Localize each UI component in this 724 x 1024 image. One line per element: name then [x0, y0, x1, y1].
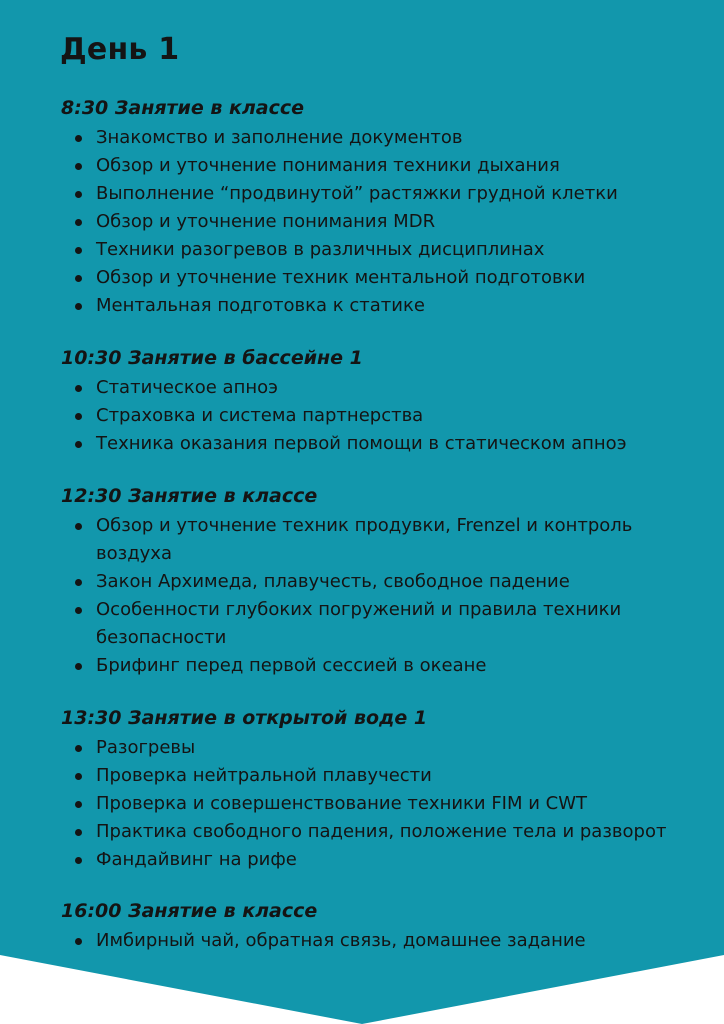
- list-item: [0, 124, 706, 152]
- list-item-text: Особенности глубоких погружений и правила техники безопасности: [96, 599, 622, 648]
- bullet-icon: [75, 303, 82, 310]
- section-heading: 16:00 Занятие в классе: [61, 900, 318, 922]
- bullet-icon: [75, 219, 82, 226]
- list-item-text: Имбирный чай, обратная связь, домашнее задание: [96, 930, 586, 951]
- list-item-text: Брифинг перед первой сессией в океане: [96, 655, 487, 676]
- list-item-text: Обзор и уточнение техник продувки, Frenzel и контроль воздуха: [96, 515, 633, 564]
- list-item-text: Техника оказания первой помощи в статическом апноэ: [96, 433, 627, 454]
- list-item-text: Знакомство и заполнение документов: [96, 127, 463, 148]
- list-item-text: Статическое апноэ: [96, 377, 279, 398]
- list-item: [0, 374, 706, 402]
- list-item: [0, 208, 706, 236]
- list-item: [0, 568, 706, 596]
- bullet-icon: [75, 663, 82, 670]
- schedule-section-1030: [0, 346, 724, 458]
- section-item-list: [0, 124, 724, 320]
- list-item: [0, 264, 706, 292]
- bullet-icon: [75, 745, 82, 752]
- bullet-icon: [75, 773, 82, 780]
- bullet-icon: [75, 523, 82, 530]
- list-item-text: Обзор и уточнение понимания MDR: [96, 211, 436, 232]
- list-item: [0, 512, 706, 568]
- bullet-icon: [75, 275, 82, 282]
- list-item: [0, 152, 706, 180]
- page-title: День 1: [60, 32, 180, 67]
- bullet-icon: [75, 385, 82, 392]
- bullet-icon: [75, 191, 82, 198]
- list-item-text: Обзор и уточнение понимания техники дыхания: [96, 155, 560, 176]
- list-item-text: Выполнение “продвинутой” растяжки грудной клетки: [96, 183, 618, 204]
- list-item: [0, 236, 706, 264]
- list-item: [0, 180, 706, 208]
- section-item-list: [0, 512, 724, 680]
- list-item-text: Страховка и система партнерства: [96, 405, 424, 426]
- bullet-icon: [75, 857, 82, 864]
- list-item-text: Разогревы: [96, 737, 196, 758]
- section-heading: 10:30 Занятие в бассейне 1: [61, 347, 363, 369]
- schedule-section-1230: [0, 484, 724, 680]
- list-item-text: Закон Архимеда, плавучесть, свободное падение: [96, 571, 570, 592]
- section-heading: 12:30 Занятие в классе: [61, 485, 318, 507]
- list-item: [0, 292, 706, 320]
- list-item: [0, 927, 706, 955]
- list-item-text: Техники разогревов в различных дисциплинах: [96, 239, 545, 260]
- section-heading: 13:30 Занятие в открытой воде 1: [61, 707, 428, 729]
- bullet-icon: [75, 829, 82, 836]
- bullet-icon: [75, 441, 82, 448]
- list-item-text: Проверка нейтральной плавучести: [96, 765, 432, 786]
- list-item: [0, 818, 706, 846]
- bullet-icon: [75, 413, 82, 420]
- list-item: [0, 430, 706, 458]
- section-item-list: [0, 927, 724, 955]
- schedule-section-1600: [0, 899, 724, 955]
- list-item-text: Проверка и совершенствование техники FIM и CWT: [96, 793, 588, 814]
- list-item-text: Практика свободного падения, положение тела и разворот: [96, 821, 667, 842]
- list-item: [0, 652, 706, 680]
- bullet-icon: [75, 247, 82, 254]
- bullet-icon: [75, 163, 82, 170]
- list-item-text: Ментальная подготовка к статике: [96, 295, 425, 316]
- section-heading: 8:30 Занятие в классе: [61, 97, 305, 119]
- list-item-text: Фандайвинг на рифе: [96, 849, 297, 870]
- bullet-icon: [75, 607, 82, 614]
- bullet-icon: [75, 579, 82, 586]
- list-item: [0, 596, 706, 652]
- schedule-section-0830: [0, 96, 724, 320]
- list-item: [0, 846, 706, 874]
- bullet-icon: [75, 938, 82, 945]
- section-item-list: [0, 734, 724, 874]
- list-item-text: Обзор и уточнение техник ментальной подготовки: [96, 267, 586, 288]
- section-item-list: [0, 374, 724, 458]
- list-item: [0, 790, 706, 818]
- list-item: [0, 762, 706, 790]
- list-item: [0, 402, 706, 430]
- bullet-icon: [75, 801, 82, 808]
- bullet-icon: [75, 135, 82, 142]
- list-item: [0, 734, 706, 762]
- schedule-section-1330: [0, 706, 724, 874]
